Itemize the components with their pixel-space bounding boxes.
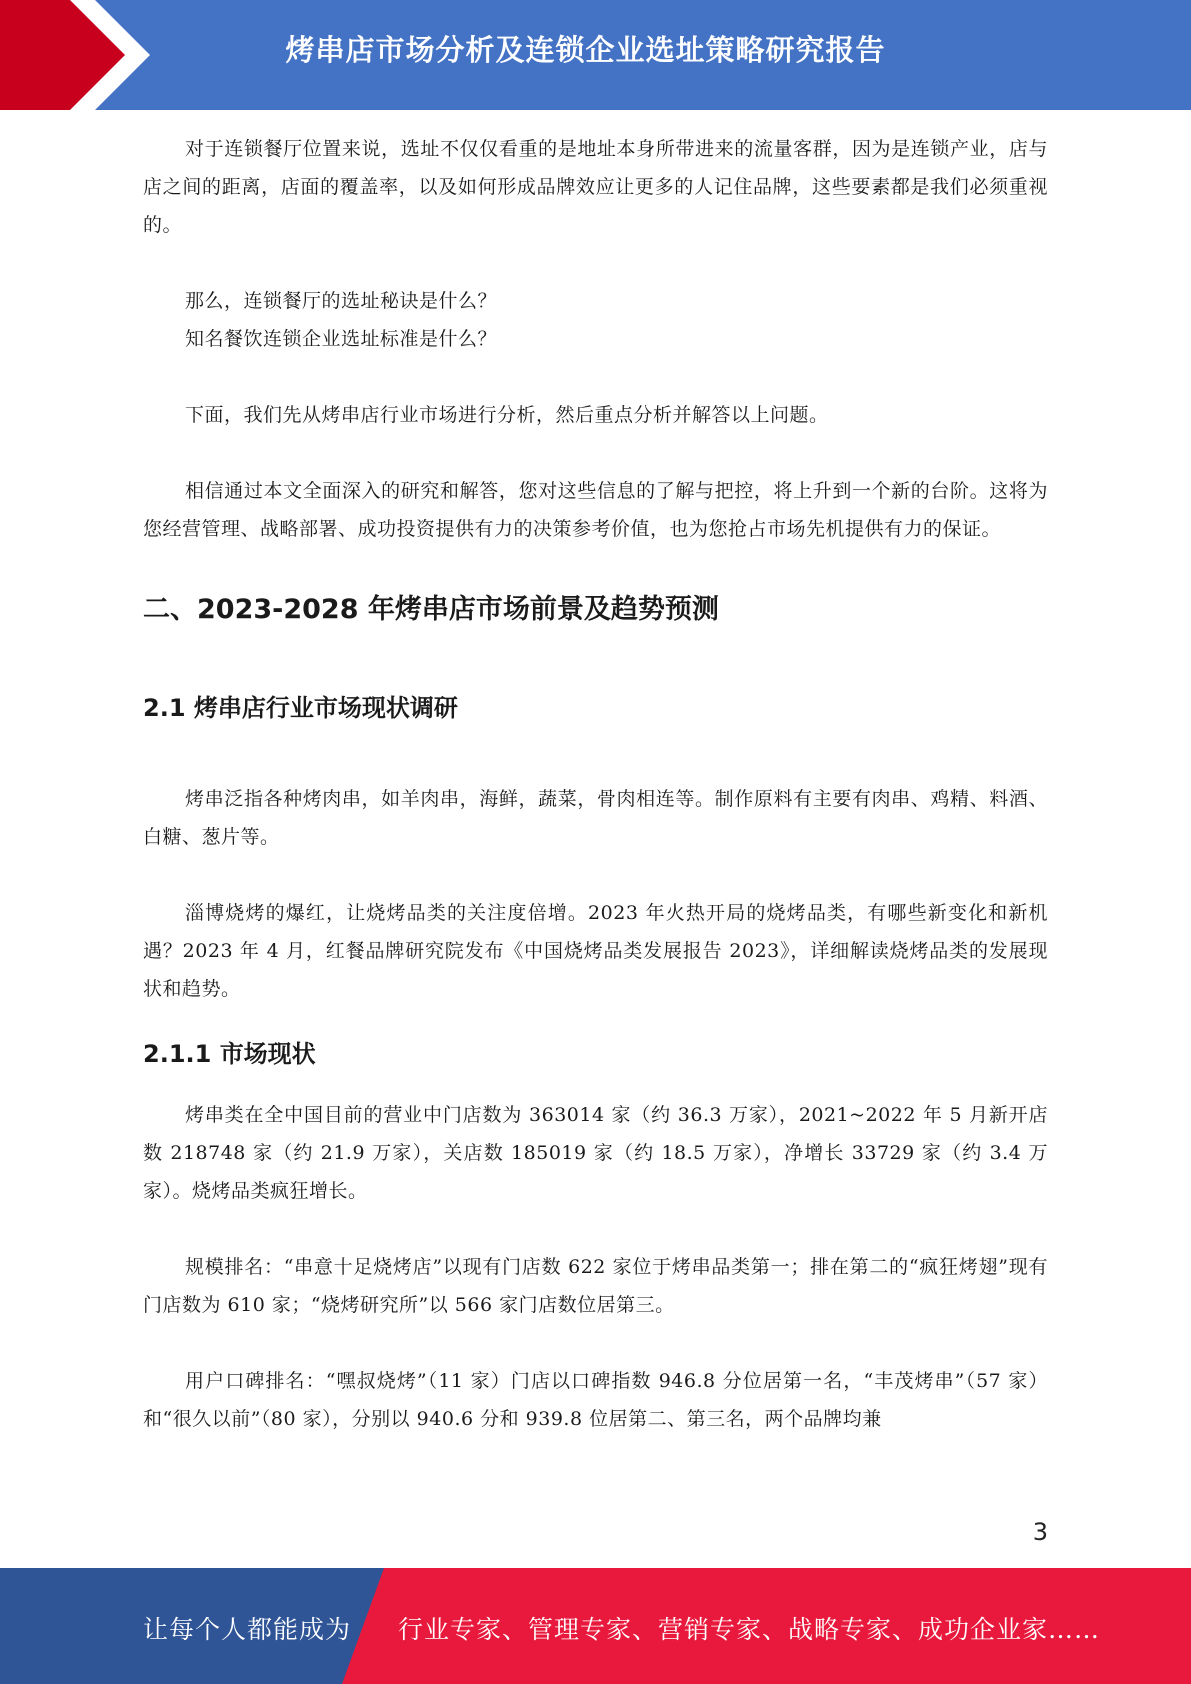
paragraph-value: 相信通过本文全面深入的研究和解答，您对这些信息的了解与把控，将上升到一个新的台阶。这将为您经营管理、战略部署、成功投资提供有力的决策参考价值，也为您抢占市场先机提供有力的保证。 <box>143 480 1048 540</box>
paragraph-reputation-ranking: 用户口碑排名：“嘿叔烧烤”（11 家）门店以口碑指数 946.8 分位居第一名，“丰茂烤串”（57 家）和“很久以前”（80 家），分别以 940.6 分和 939.8 位居第二、第三名，两个品牌均兼 <box>143 1370 1048 1430</box>
paragraph-definition: 烤串泛指各种烤肉串，如羊肉串，海鲜，蔬菜，骨肉相连等。制作原料有主要有肉串、鸡精、料酒、白糖、葱片等。 <box>143 788 1048 848</box>
page-body <box>143 130 1048 1438</box>
paragraph-intro: 对于连锁餐厅位置来说，选址不仅仅看重的是地址本身所带进来的流量客群，因为是连锁产业，店与店之间的距离，店面的覆盖率，以及如何形成品牌效应让更多的人记住品牌，这些要素都是我们必须重视的。 <box>143 138 1048 236</box>
question-1: 那么，连锁餐厅的选址秘诀是什么？ <box>185 290 498 312</box>
paragraph-scale-ranking: 规模排名：“串意十足烧烤店”以现有门店数 622 家位于烤串品类第一；排在第二的“疯狂烤翅”现有门店数为 610 家；“烧烤研究所”以 566 家门店数位居第三。 <box>143 1256 1048 1316</box>
question-2: 知名餐饮连锁企业选址标准是什么？ <box>185 328 498 350</box>
page-footer <box>0 1568 1191 1684</box>
footer-slogan-left: 让每个人都能成为 <box>143 1615 352 1644</box>
subsection-heading-2-1: 2.1 烤串店行业市场现状调研 <box>143 694 458 722</box>
page-header <box>0 0 1191 110</box>
section-heading: 二、2023-2028 年烤串店市场前景及趋势预测 <box>143 594 719 625</box>
report-title: 烤串店市场分析及连锁企业选址策略研究报告 <box>285 33 886 67</box>
footer-slogan-right: 行业专家、管理专家、营销专家、战略专家、成功企业家…… <box>398 1615 1101 1644</box>
paragraph-analysis-plan: 下面，我们先从烤串店行业市场进行分析，然后重点分析并解答以上问题。 <box>185 404 829 426</box>
paragraph-store-count: 烤串类在全中国目前的营业中门店数为 363014 家（约 36.3 万家），2021~2022 年 5 月新开店数 218748 家（约 21.9 万家），关店数 185019 家（约 18.5 万家），净增长 33729 家（约 3.4 万家）。烧烤品类疯狂增长。 <box>143 1104 1048 1202</box>
subsection-heading-2-1-1: 2.1.1 市场现状 <box>143 1040 316 1068</box>
page-number: 3 <box>1032 1518 1048 1546</box>
paragraph-zibo: 淄博烧烤的爆红，让烧烤品类的关注度倍增。2023 年火热开局的烧烤品类，有哪些新变化和新机遇？2023 年 4 月，红餐品牌研究院发布《中国烧烤品类发展报告 2023》，详细解读烧烤品类的发展现状和趋势。 <box>143 902 1048 1000</box>
